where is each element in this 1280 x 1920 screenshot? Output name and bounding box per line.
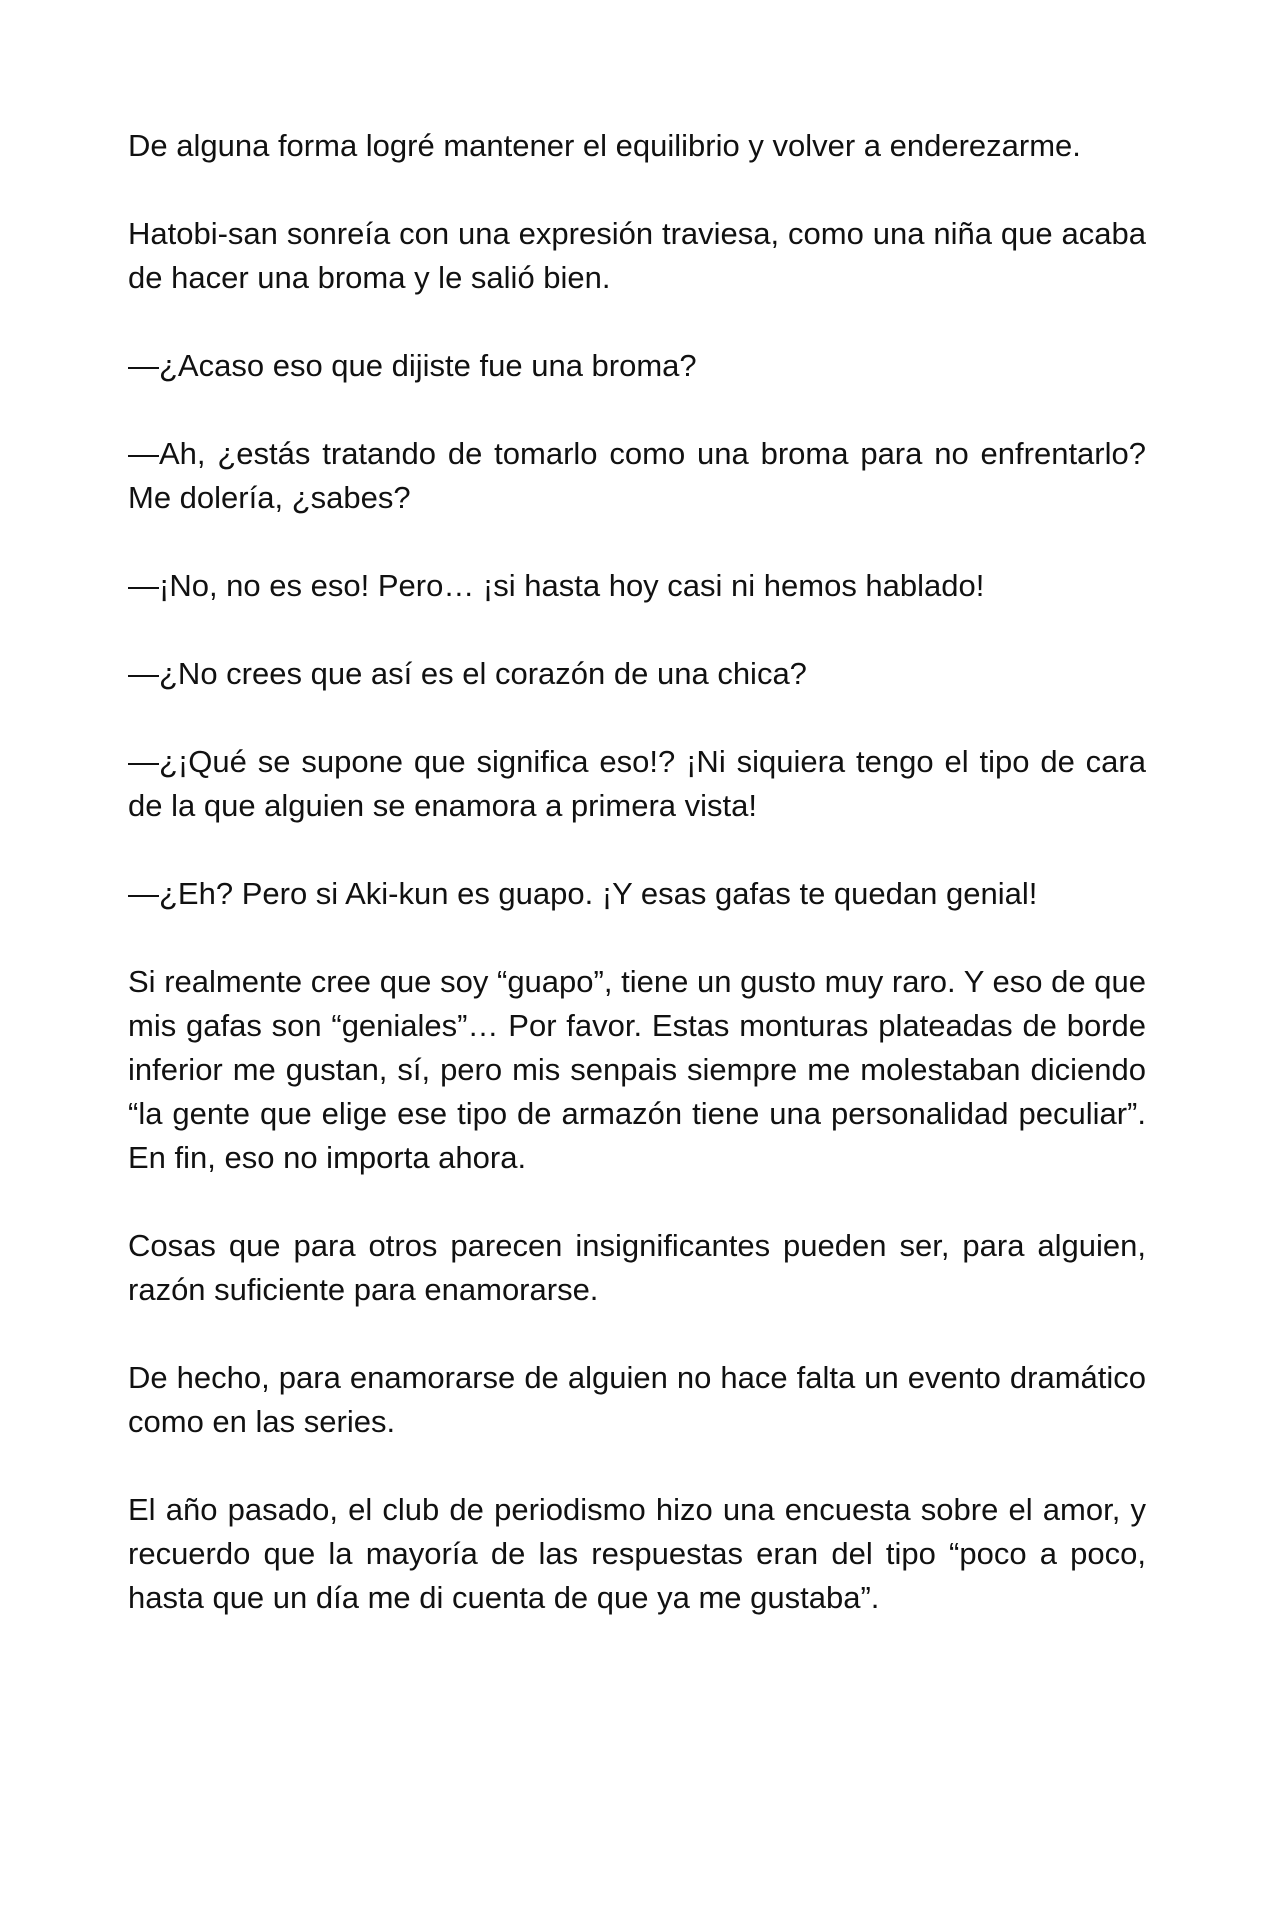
dialogue-line: —¡No, no es eso! Pero… ¡si hasta hoy casi ni hemos hablado! (128, 568, 985, 603)
paragraph: Hatobi-san sonreía con una expresión traviesa, como una niña que acaba de hacer una broma y le salió bien. (128, 216, 1146, 295)
paragraph: Si realmente cree que soy “guapo”, tiene un gusto muy raro. Y eso de que mis gafas son “geniales”… Por favor. Estas monturas plateadas de borde inferior me gustan, sí, pero mis senpais siempre me molestaban diciendo “la gente que elige ese tipo de armazón tiene una personalidad peculiar”. En fin, eso no importa ahora. (128, 964, 1146, 1175)
paragraph: Cosas que para otros parecen insignificantes pueden ser, para alguien, razón suficiente para enamorarse. (128, 1228, 1146, 1307)
document-page (128, 124, 1146, 1664)
dialogue-line: —¿No crees que así es el corazón de una chica? (128, 656, 807, 691)
dialogue-line: —¿Eh? Pero si Aki-kun es guapo. ¡Y esas gafas te quedan genial! (128, 876, 1038, 911)
paragraph: El año pasado, el club de periodismo hizo una encuesta sobre el amor, y recuerdo que la mayoría de las respuestas eran del tipo “poco a poco, hasta que un día me di cuenta de que ya me gustaba”. (128, 1492, 1146, 1615)
dialogue-line: —Ah, ¿estás tratando de tomarlo como una broma para no enfrentarlo? Me dolería, ¿sabes? (128, 436, 1146, 515)
dialogue-line: —¿¡Qué se supone que significa eso!? ¡Ni siquiera tengo el tipo de cara de la que alguien se enamora a primera vista! (128, 744, 1146, 823)
paragraph: De alguna forma logré mantener el equilibrio y volver a enderezarme. (128, 128, 1081, 163)
paragraph: De hecho, para enamorarse de alguien no hace falta un evento dramático como en las series. (128, 1360, 1146, 1439)
dialogue-line: —¿Acaso eso que dijiste fue una broma? (128, 348, 697, 383)
